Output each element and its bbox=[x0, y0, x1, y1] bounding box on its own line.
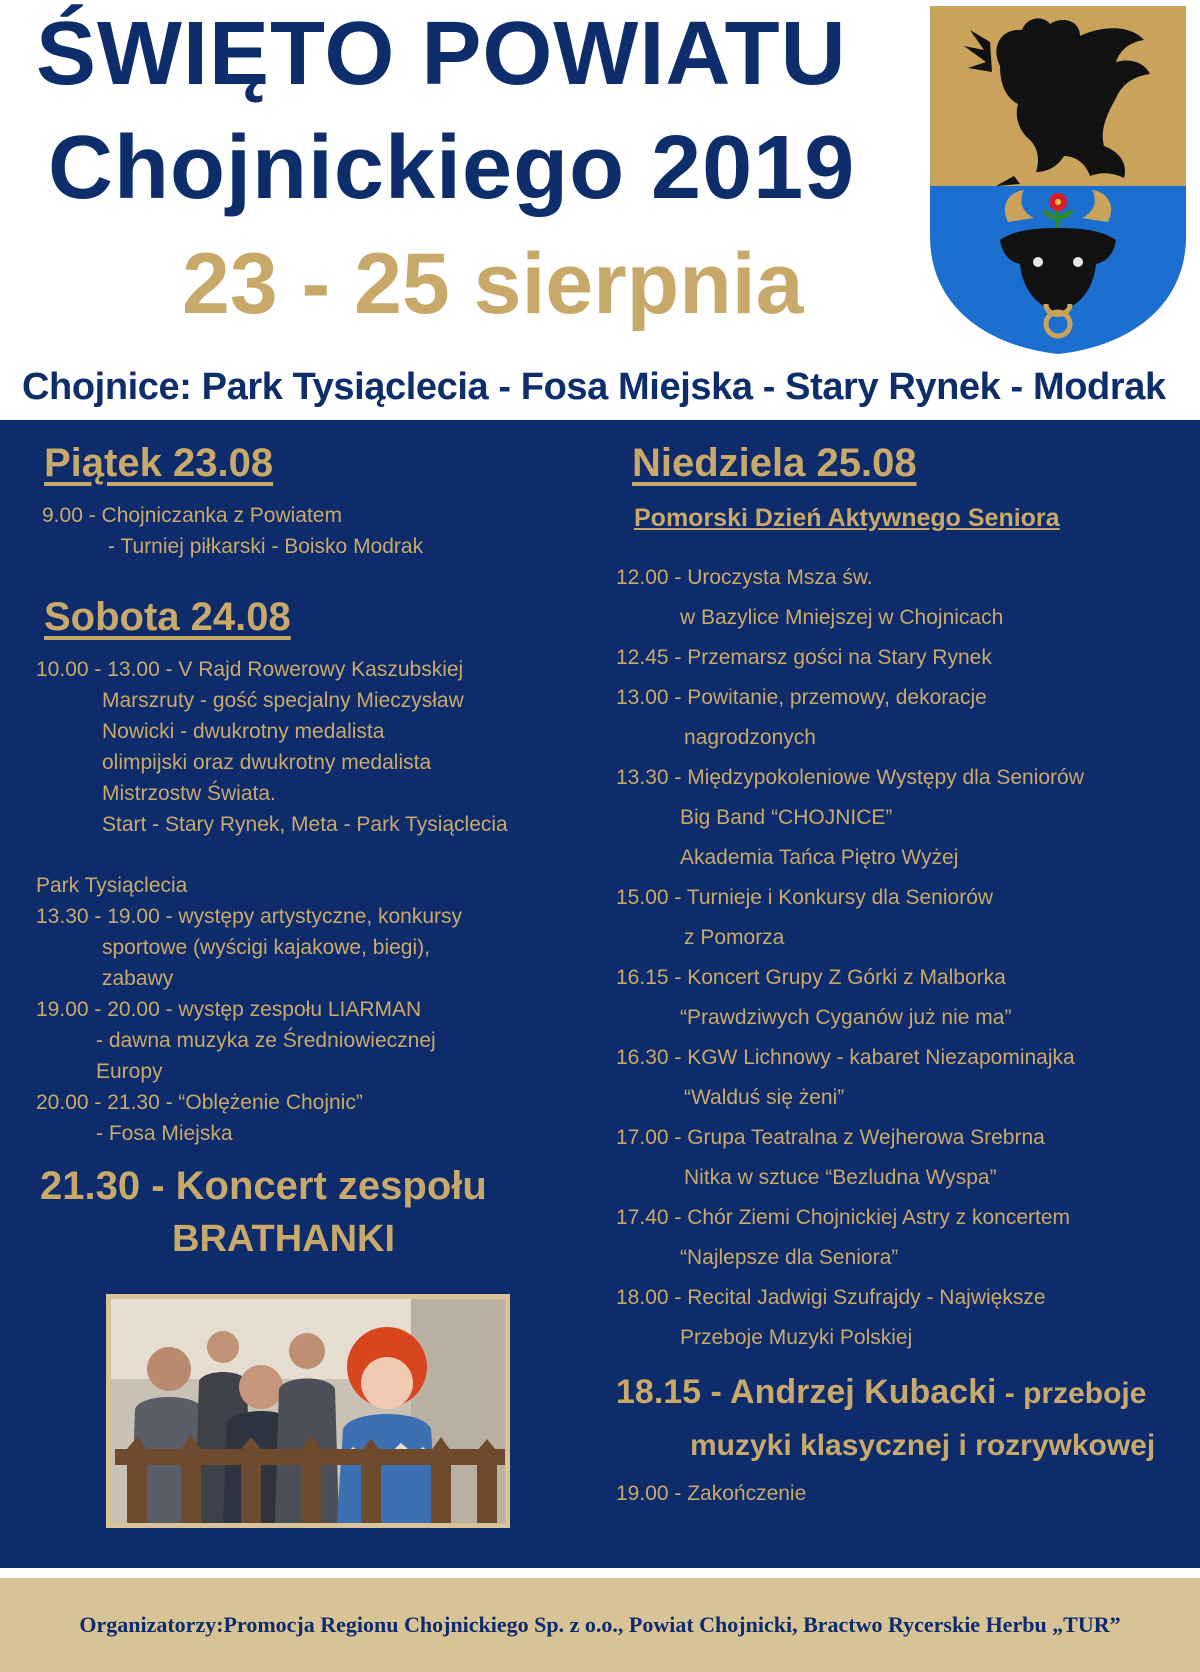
event-line: w Bazylice Mniejszej w Chojnicach bbox=[680, 606, 1004, 629]
sunday-event bbox=[616, 1118, 1176, 1198]
organizers-text: Organizatorzy:Promocja Regionu Chojnickiego Sp. z o.o., Powiat Chojnicki, Bractwo Rycerskie Herbu „TUR” bbox=[79, 1612, 1121, 1637]
sunday-event bbox=[616, 638, 1176, 678]
kubacki-highlight bbox=[616, 1366, 1176, 1420]
saturday-event bbox=[36, 901, 606, 994]
venues-line: Chojnice: Park Tysiąclecia - Fosa Miejska - Stary Rynek - Modrak bbox=[22, 366, 1166, 408]
sunday-heading: Niedziela 25.08 bbox=[632, 441, 917, 485]
coat-of-arms bbox=[930, 6, 1186, 354]
brathanki-band-name: BRATHANKI bbox=[172, 1218, 396, 1260]
sunday-event bbox=[616, 1278, 1176, 1358]
event-line: 13.30 - Międzypokoleniowe Występy dla Seniorów bbox=[616, 766, 1084, 789]
friday-heading: Piątek 23.08 bbox=[44, 441, 274, 485]
event-line: 12.00 - Uroczysta Msza św. bbox=[616, 566, 873, 589]
brathanki-concert-time: 21.30 - Koncert zespołu bbox=[40, 1164, 487, 1208]
footer-separator bbox=[0, 1568, 1200, 1578]
sunday-event bbox=[616, 1038, 1176, 1118]
event-line: Nitka w sztuce “Bezludna Wyspa” bbox=[684, 1166, 997, 1189]
event-line: z Pomorza bbox=[684, 926, 785, 949]
singer-figure bbox=[337, 1327, 437, 1523]
event-line: Nowicki - dwukrotny medalista bbox=[102, 720, 385, 743]
event-line: - Turniej piłkarski - Boisko Modrak bbox=[108, 535, 424, 558]
event-line: 13.00 - Powitanie, przemowy, dekoracje bbox=[616, 686, 987, 709]
event-line: 15.00 - Turnieje i Konkursy dla Seniorów bbox=[616, 886, 994, 909]
event-line: 19.00 - 20.00 - występ zespołu LIARMAN bbox=[36, 998, 422, 1021]
title-line-2: Chojnickiego 2019 bbox=[48, 118, 856, 218]
event-line: sportowe (wyścigi kajakowe, biegi), bbox=[102, 936, 430, 959]
event-line: 13.30 - 19.00 - występy artystyczne, konkursy bbox=[36, 905, 463, 928]
kubacki-rest: - przeboje bbox=[996, 1377, 1147, 1410]
sunday-event bbox=[616, 1198, 1176, 1278]
event-line: olimpijski oraz dwukrotny medalista bbox=[102, 751, 432, 774]
sunday-event bbox=[616, 678, 1176, 758]
event-line: 17.40 - Chór Ziemi Chojnickiej Astry z koncertem bbox=[616, 1206, 1070, 1229]
saturday-heading: Sobota 24.08 bbox=[44, 595, 291, 639]
kubacki-main: 18.15 - Andrzej Kubacki bbox=[616, 1373, 997, 1411]
event-line: 9.00 - Chojniczanka z Powiatem bbox=[42, 504, 342, 527]
sunday-event bbox=[616, 958, 1176, 1038]
event-line: 18.00 - Recital Jadwigi Szufrajdy - Największe bbox=[616, 1286, 1046, 1309]
event-line: 16.30 - KGW Lichnowy - kabaret Niezapominajka bbox=[616, 1046, 1075, 1069]
event-line: “Prawdziwych Cyganów już nie ma” bbox=[680, 1006, 1012, 1029]
event-line: Mistrzostw Świata. bbox=[102, 782, 276, 805]
sunday-event bbox=[616, 878, 1176, 958]
event-line: nagrodzonych bbox=[684, 726, 816, 749]
right-column bbox=[616, 436, 1176, 1514]
event-line: 20.00 - 21.30 - “Oblężenie Chojnic” bbox=[36, 1091, 363, 1114]
event-line: “Najlepsze dla Seniora” bbox=[680, 1246, 899, 1269]
title-line-1: ŚWIĘTO POWIATU bbox=[36, 4, 847, 104]
sunday-event bbox=[616, 758, 1176, 878]
kubacki-highlight-line2: muzyki klasycznej i rozrywkowej bbox=[690, 1429, 1156, 1462]
event-dates: 23 - 25 sierpnia bbox=[182, 236, 804, 332]
event-line: 12.45 - Przemarsz gości na Stary Rynek bbox=[616, 646, 992, 669]
sunday-subheading: Pomorski Dzień Aktywnego Seniora bbox=[634, 504, 1060, 532]
event-line: Europy bbox=[96, 1060, 163, 1083]
event-line: Marszruty - gość specjalny Mieczysław bbox=[102, 689, 464, 712]
event-line: Start - Stary Rynek, Meta - Park Tysiąclecia bbox=[102, 813, 508, 836]
event-line: 10.00 - 13.00 - V Rajd Rowerowy Kaszubskiej bbox=[36, 658, 464, 681]
event-line: Przeboje Muzyki Polskiej bbox=[680, 1326, 913, 1349]
closing-event: 19.00 - Zakończenie bbox=[616, 1482, 807, 1505]
event-line: - dawna muzyka ze Średniowiecznej bbox=[96, 1029, 436, 1052]
event-line: “Walduś się żeni” bbox=[684, 1086, 845, 1109]
event-line: 17.00 - Grupa Teatralna z Wejherowa Srebrna bbox=[616, 1126, 1045, 1149]
sunday-event bbox=[616, 558, 1176, 638]
park-label: Park Tysiąclecia bbox=[36, 874, 188, 897]
event-line: Big Band “CHOJNICE” bbox=[680, 806, 893, 829]
program-panel bbox=[0, 420, 1200, 1568]
event-line: 16.15 - Koncert Grupy Z Górki z Malborka bbox=[616, 966, 1006, 989]
left-column bbox=[36, 436, 606, 1265]
footer bbox=[0, 1578, 1200, 1672]
saturday-event bbox=[36, 1087, 606, 1149]
band-photo bbox=[106, 1294, 510, 1528]
event-line: - Fosa Miejska bbox=[96, 1122, 233, 1145]
saturday-event bbox=[36, 994, 606, 1087]
friday-event bbox=[36, 500, 606, 562]
event-line: zabawy bbox=[102, 967, 174, 990]
saturday-rajd-event bbox=[36, 654, 606, 840]
event-line: Akademia Tańca Piętro Wyżej bbox=[680, 846, 959, 869]
